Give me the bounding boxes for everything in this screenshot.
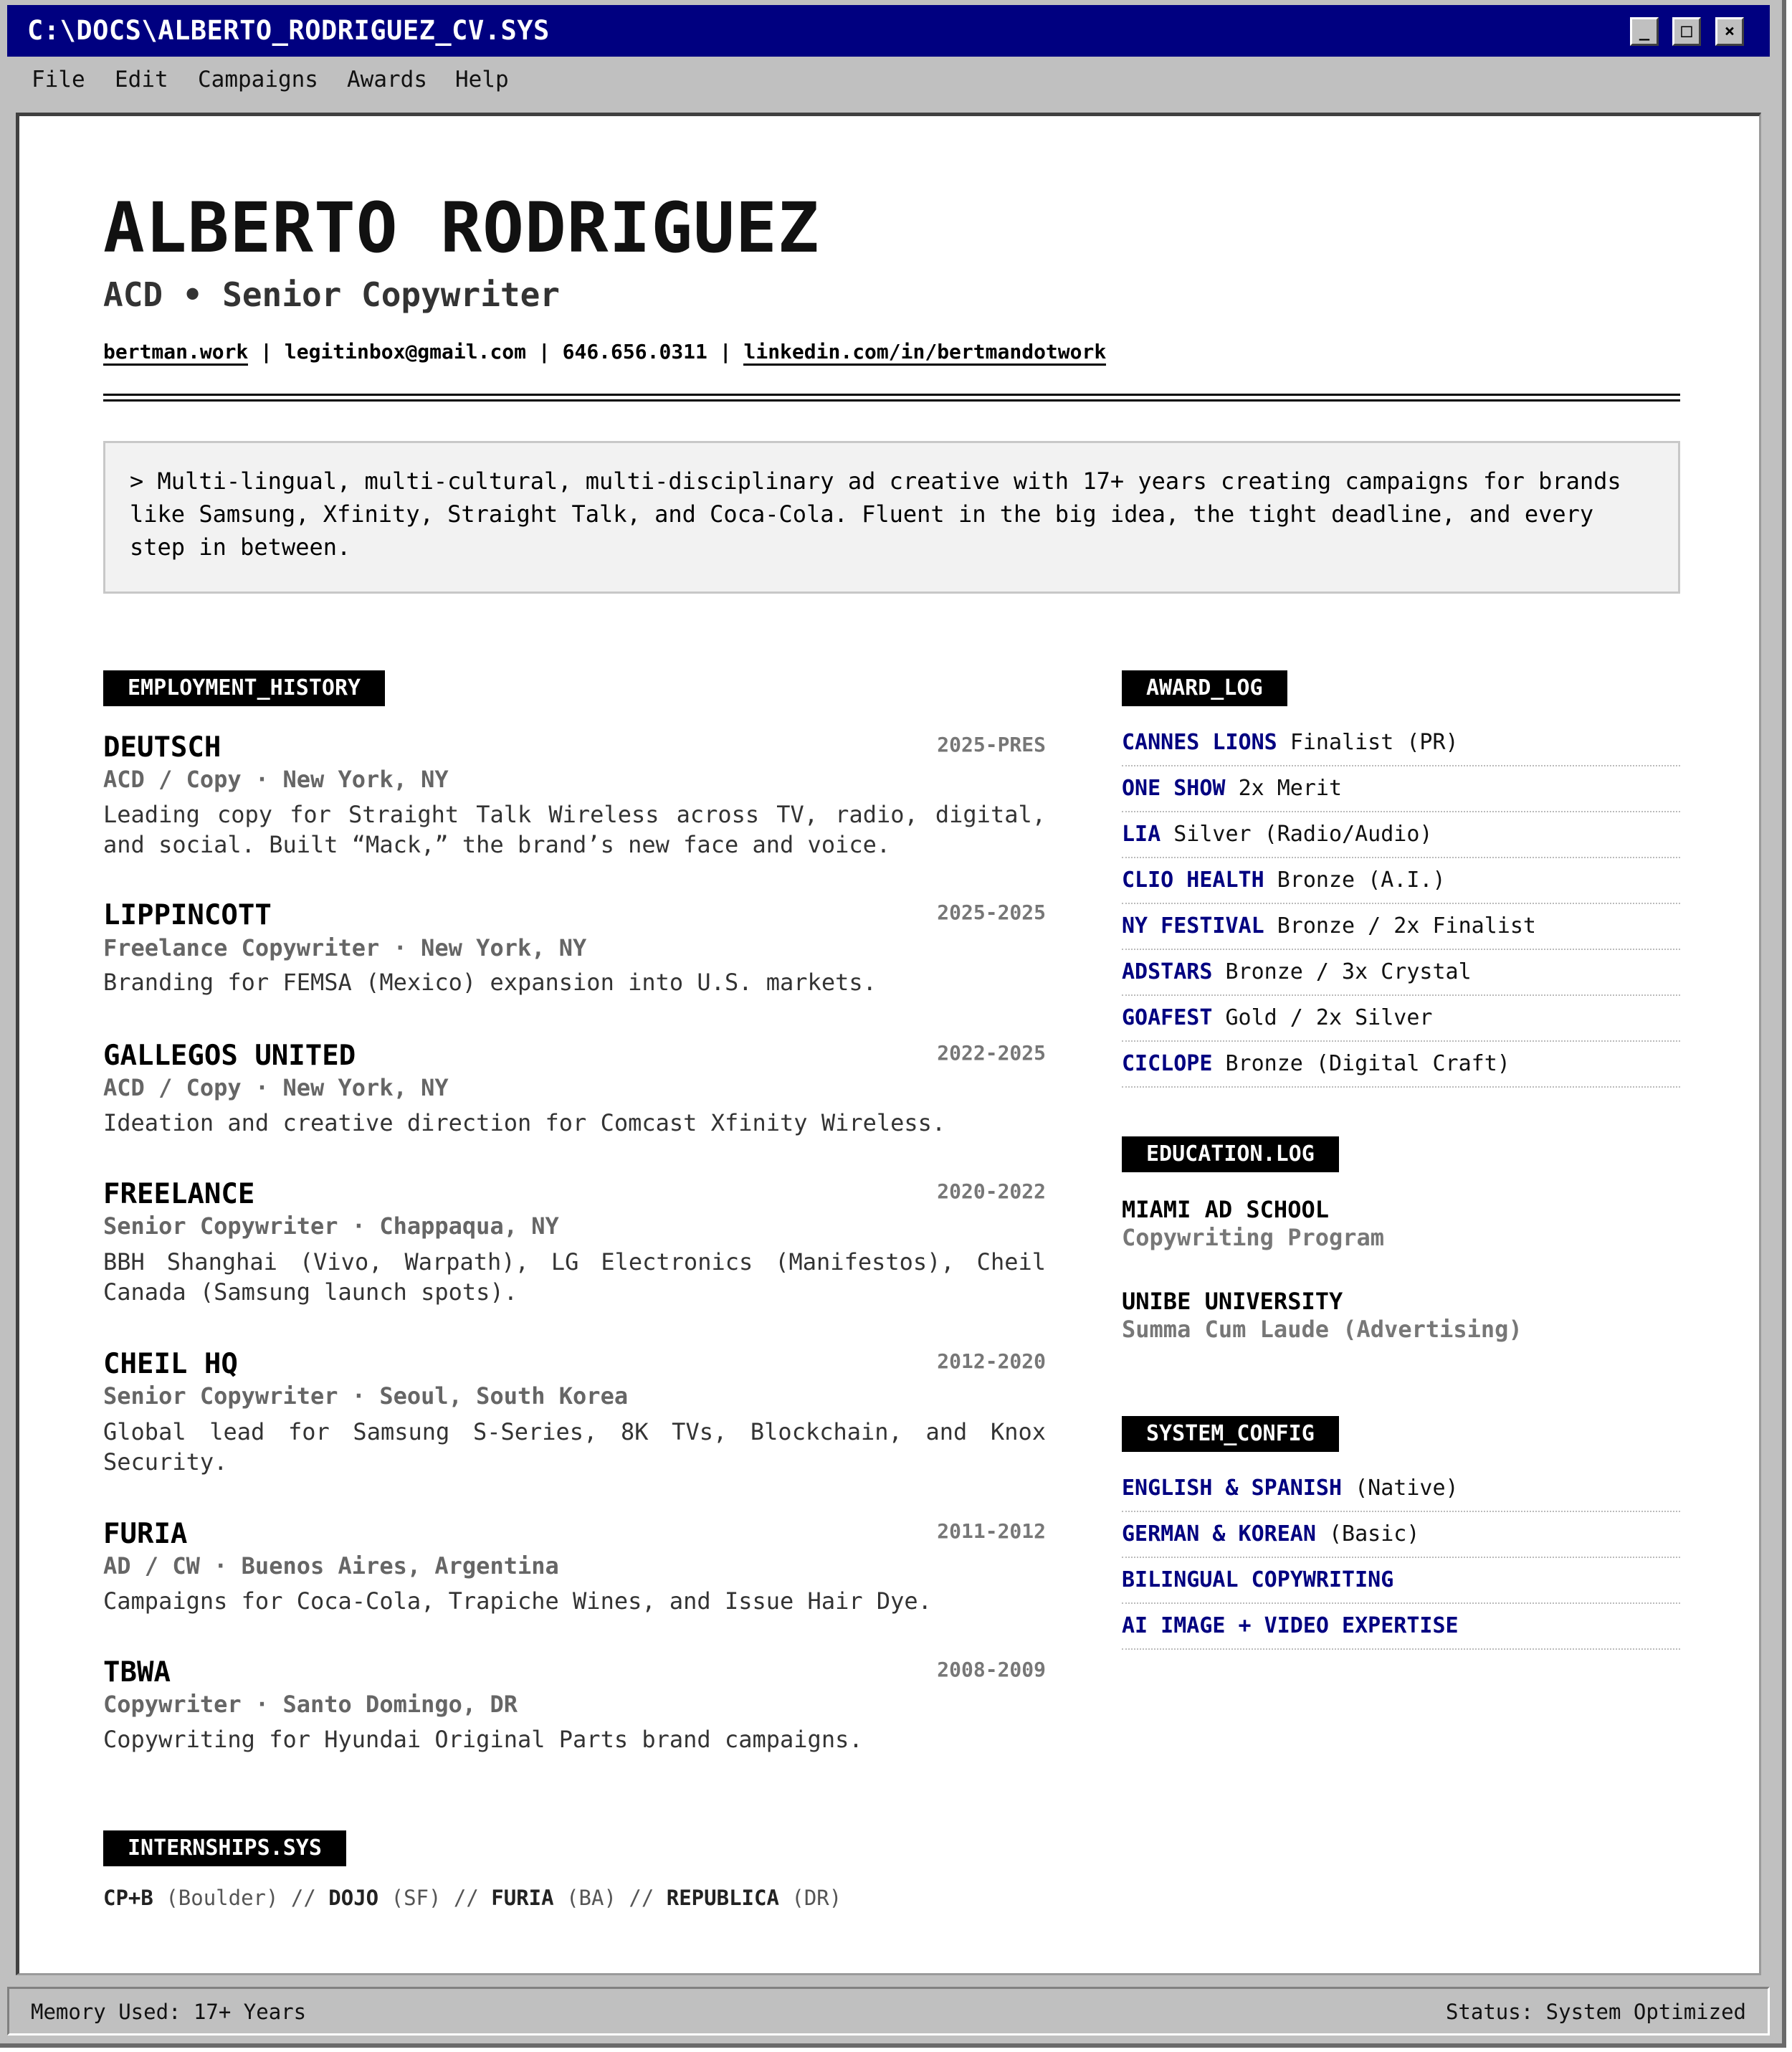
summary-box: > Multi-lingual, multi-cultural, multi-disciplinary ad creative with 17+ years creating campaigns for brands like Samsung, Xfinity, Straight Talk, and Coca-Cola. Fluent in the big idea, the tight deadline, and every step in between. <box>103 441 1680 594</box>
job-company: FREELANCE <box>103 1178 255 1210</box>
separator: // <box>616 1886 667 1910</box>
job-company: TBWA <box>103 1656 171 1688</box>
internships-line <box>103 1886 842 1910</box>
language-item <box>1122 1513 1680 1558</box>
separator: | <box>526 340 563 364</box>
job-company: FURIA <box>103 1518 188 1550</box>
job-description: Leading copy for Straight Talk Wireless across TV, radio, digital, and social. Built “Mack,” the brand’s new face and voice. <box>103 801 1046 858</box>
skill-name: AI IMAGE + VIDEO EXPERTISE <box>1122 1613 1459 1638</box>
education-heading: EDUCATION.LOG <box>1122 1136 1339 1172</box>
status-memory: Memory Used: 17+ Years <box>31 2000 307 2024</box>
award-name: CANNES LIONS <box>1122 730 1277 755</box>
job-title: ACD • Senior Copywriter <box>103 275 560 314</box>
award-detail: Gold / 2x Silver <box>1225 1005 1433 1030</box>
menu-awards[interactable]: Awards <box>347 67 427 92</box>
award-item <box>1122 951 1680 996</box>
window-title: C:\DOCS\ALBERTO_RODRIGUEZ_CV.SYS <box>27 15 550 46</box>
menu-edit[interactable]: Edit <box>115 67 168 92</box>
system-config-heading: SYSTEM_CONFIG <box>1122 1416 1339 1452</box>
award-item <box>1122 997 1680 1042</box>
status-bar <box>7 1987 1770 2036</box>
award-detail: 2x Merit <box>1238 776 1343 801</box>
award-item <box>1122 859 1680 904</box>
title-bar[interactable] <box>7 5 1770 57</box>
internship-name: CP+B <box>103 1886 153 1910</box>
job-description: BBH Shanghai (Vivo, Warpath), LG Electronics (Manifestos), Cheil Canada (Samsung launch spots). <box>103 1248 1046 1306</box>
skill-item <box>1122 1605 1680 1650</box>
awards-heading: AWARD_LOG <box>1122 670 1287 706</box>
language-item <box>1122 1467 1680 1512</box>
job-role: ACD / Copy · New York, NY <box>103 1074 449 1101</box>
menu-help[interactable]: Help <box>455 67 509 92</box>
job-dates: 2020-2022 <box>937 1179 1046 1203</box>
award-detail: Bronze / 2x Finalist <box>1277 913 1536 939</box>
job-description: Branding for FEMSA (Mexico) expansion into U.S. markets. <box>103 969 877 996</box>
job-dates: 2011-2012 <box>937 1519 1046 1543</box>
skill-name: ENGLISH & SPANISH <box>1122 1476 1343 1501</box>
document-view[interactable] <box>16 113 1761 1975</box>
internship-city: (DR) <box>791 1886 842 1910</box>
internships-heading: INTERNSHIPS.SYS <box>103 1830 346 1866</box>
candidate-name: ALBERTO RODRIGUEZ <box>103 188 820 268</box>
job-company: DEUTSCH <box>103 731 221 764</box>
internship-city: (Boulder) <box>166 1886 279 1910</box>
job-dates: 2008-2009 <box>937 1658 1046 1681</box>
minimize-button[interactable]: _ <box>1630 17 1659 46</box>
internship-name: REPUBLICA <box>666 1886 779 1910</box>
job-description: Copywriting for Hyundai Original Parts brand campaigns. <box>103 1726 863 1753</box>
award-item <box>1122 813 1680 858</box>
award-name: CICLOPE <box>1122 1051 1213 1076</box>
job-dates: 2025-PRES <box>937 733 1046 756</box>
contact-line <box>103 340 1106 364</box>
status-system: Status: System Optimized <box>1445 2000 1746 2024</box>
job-dates: 2025-2025 <box>937 901 1046 924</box>
internship-name: FURIA <box>491 1886 554 1910</box>
job-role: Senior Copywriter · Chappaqua, NY <box>103 1212 559 1240</box>
education-school: UNIBE UNIVERSITY <box>1122 1288 1343 1315</box>
job-role: Freelance Copywriter · New York, NY <box>103 934 587 961</box>
separator: // <box>278 1886 329 1910</box>
education-detail: Summa Cum Laude (Advertising) <box>1122 1316 1522 1343</box>
linkedin-link[interactable]: linkedin.com/in/bertmandotwork <box>743 340 1106 366</box>
menu-campaigns[interactable]: Campaigns <box>198 67 318 92</box>
skill-detail: (Native) <box>1355 1476 1459 1501</box>
separator: | <box>248 340 285 364</box>
job-company: GALLEGOS UNITED <box>103 1040 356 1072</box>
job-role: ACD / Copy · New York, NY <box>103 766 449 793</box>
award-detail: Finalist (PR) <box>1290 730 1459 755</box>
job-role: AD / CW · Buenos Aires, Argentina <box>103 1552 559 1580</box>
internship-name: DOJO <box>328 1886 379 1910</box>
job-description: Campaigns for Coca-Cola, Trapiche Wines, and Issue Hair Dye. <box>103 1587 932 1615</box>
award-detail: Bronze (A.I.) <box>1277 868 1446 893</box>
separator: // <box>441 1886 492 1910</box>
skill-name: GERMAN & KOREAN <box>1122 1521 1316 1547</box>
close-button[interactable]: × <box>1715 17 1744 46</box>
website-link[interactable]: bertman.work <box>103 340 248 366</box>
award-detail: Bronze (Digital Craft) <box>1225 1051 1510 1076</box>
internship-city: (SF) <box>391 1886 442 1910</box>
job-description: Ideation and creative direction for Comcast Xfinity Wireless. <box>103 1109 946 1136</box>
header-divider <box>103 394 1680 402</box>
award-item <box>1122 721 1680 766</box>
award-name: GOAFEST <box>1122 1005 1213 1030</box>
award-name: NY FESTIVAL <box>1122 913 1264 939</box>
menu-file[interactable]: File <box>32 67 85 92</box>
award-name: CLIO HEALTH <box>1122 868 1264 893</box>
phone-text: 646.656.0311 <box>562 340 707 364</box>
award-name: LIA <box>1122 822 1161 847</box>
education-school: MIAMI AD SCHOOL <box>1122 1196 1329 1223</box>
email-text: legitinbox@gmail.com <box>284 340 527 364</box>
job-dates: 2012-2020 <box>937 1349 1046 1373</box>
award-detail: Silver (Radio/Audio) <box>1173 822 1433 847</box>
job-dates: 2022-2025 <box>937 1041 1046 1065</box>
skill-name: BILINGUAL COPYWRITING <box>1122 1567 1394 1592</box>
award-item <box>1122 767 1680 812</box>
job-company: CHEIL HQ <box>103 1348 238 1380</box>
menu-bar <box>7 61 1770 101</box>
award-item <box>1122 1042 1680 1088</box>
separator: | <box>707 340 744 364</box>
award-item <box>1122 905 1680 950</box>
award-name: ADSTARS <box>1122 959 1213 984</box>
skill-detail: (Basic) <box>1329 1521 1420 1547</box>
skill-item <box>1122 1559 1680 1604</box>
maximize-button[interactable]: □ <box>1672 17 1701 46</box>
internship-city: (BA) <box>566 1886 616 1910</box>
award-detail: Bronze / 3x Crystal <box>1225 959 1472 984</box>
job-role: Copywriter · Santo Domingo, DR <box>103 1691 518 1718</box>
job-role: Senior Copywriter · Seoul, South Korea <box>103 1382 629 1410</box>
education-detail: Copywriting Program <box>1122 1224 1385 1251</box>
job-description: Global lead for Samsung S-Series, 8K TVs, Blockchain, and Knox Security. <box>103 1418 1046 1476</box>
award-name: ONE SHOW <box>1122 776 1226 801</box>
job-company: LIPPINCOTT <box>103 899 272 931</box>
employment-heading: EMPLOYMENT_HISTORY <box>103 670 385 706</box>
